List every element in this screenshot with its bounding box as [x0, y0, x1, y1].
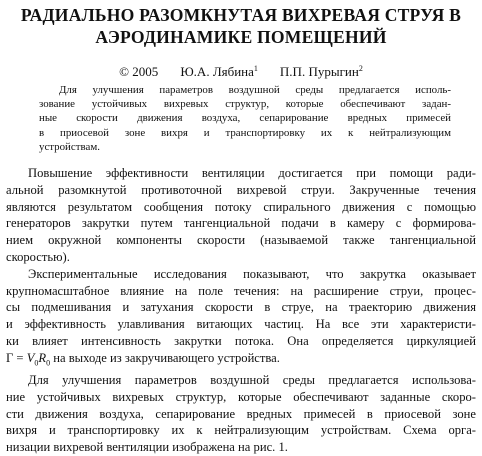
copyright-year: © 2005	[119, 64, 159, 79]
body-line: вихря и транспортировку их к нейтрализующим устройствам. Схема орга-	[6, 423, 476, 438]
author-1-footnote-mark: 1	[253, 64, 258, 73]
body-line: нием окружной компоненты скорости (называемой также тангенциальной	[6, 233, 476, 248]
formula-r-subscript: 0	[46, 358, 51, 368]
body-line: скоростью).	[6, 249, 70, 264]
formula-v-subscript: 0	[34, 358, 39, 368]
author-2: П.П. Пурыгин	[279, 64, 359, 79]
body-line: Экспериментальные исследования показывают, что закрутка оказывает	[28, 266, 476, 281]
body-line: альной разомкнутой противоточной вихревой струи. Закрученные течения	[6, 182, 476, 197]
body-line: Для улучшения параметров воздушной среды предлагается использова-	[28, 373, 476, 388]
body-line: сы подмешивания и затухания скорости в струе, на траекторию движения	[6, 300, 476, 315]
formula-rest: на выходе из закручивающего устройства.	[50, 350, 280, 365]
byline	[0, 61, 482, 80]
paper-title-line-1: РАДИАЛЬНО РАЗОМКНУТАЯ ВИХРЕВАЯ СТРУЯ В	[20, 5, 462, 25]
paper-title	[0, 4, 482, 48]
formula-v: V	[26, 350, 35, 365]
paragraph-2	[6, 266, 476, 372]
body-line: генераторов закрутки путем тангенциальной подачи в камеру с формирова-	[6, 216, 476, 231]
body-line: крупномасштабное влияние на поле течения: на расширение струи, процес-	[6, 283, 476, 298]
paragraph-1	[6, 165, 476, 266]
abstract-line: устройствам.	[39, 140, 100, 153]
author-1: Ю.А. Лябина	[180, 64, 254, 79]
abstract	[39, 83, 451, 154]
circulation-formula-line	[6, 350, 476, 372]
formula-r: R	[38, 350, 47, 365]
body-line: являются результатом сообщения потоку спирального движения с помощью	[6, 199, 476, 214]
abstract-line: зование устойчивых вихревых структур, которые обеспечивают задан-	[39, 98, 451, 111]
body-line: и эффективность улавливания витающих частиц. На все эти характеристи-	[6, 317, 476, 332]
paper-title-line-2: АЭРОДИНАМИКЕ ПОМЕЩЕНИЙ	[95, 27, 387, 47]
abstract-line: в приосевой зоне вихря и транспортировку их к нейтрализующим	[39, 126, 451, 139]
body-line: ки влияет интенсивность закрутки потока. Она определяется циркуляцией	[6, 333, 476, 348]
formula-gamma: Γ =	[6, 350, 27, 365]
body-line: низации вихревой вентиляции изображена на рис. 1.	[6, 440, 288, 455]
paragraph-3	[6, 372, 476, 456]
abstract-line: ные скорости движения воздуха, сепарирование вредных примесей	[39, 112, 451, 125]
body-text	[6, 165, 476, 456]
body-line: ние устойчивых вихревых структур, которые обеспечивают заданные скоро-	[6, 389, 476, 404]
body-line: сти движения воздуха, сепарирование вредных примесей в приосевой зоне	[6, 406, 476, 421]
abstract-line: Для улучшения параметров воздушной среды предлагается исполь-	[59, 84, 451, 96]
body-line: Повышение эффективности вентиляции достигается при помощи ради-	[28, 166, 476, 180]
author-2-footnote-mark: 2	[358, 64, 363, 73]
